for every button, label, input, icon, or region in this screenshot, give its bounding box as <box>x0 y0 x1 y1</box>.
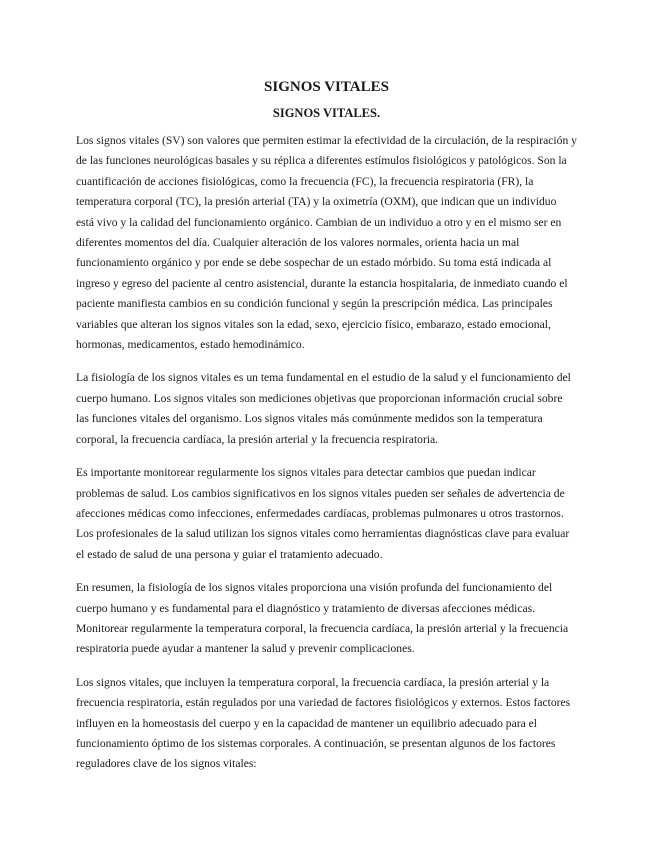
paragraph-summary: En resumen, la fisiología de los signos vitales proporciona una visión profunda del funcionamiento del cuerpo humano y es fundamental para el diagnóstico y tratamiento de diversas afecciones médicas. Monitorear regularmente la temperatura corporal, la frecuencia cardíaca, la presión arterial y la frecuencia respiratoria puede ayudar a mantener la salud y prevenir complicaciones. <box>76 581 569 656</box>
paragraph-physiology: La fisiología de los signos vitales es un tema fundamental en el estudio de la salud y el funcionamiento del cuerpo humano. Los signos vitales son mediciones objetivas que proporcionan información crucial sobre las funciones vitales del organismo. Los signos vitales más comúnmente medidos son la temperatura corporal, la frecuencia cardíaca, la presión arterial y la frecuencia respiratoria. <box>76 371 571 446</box>
paragraph-intro: Los signos vitales (SV) son valores que permiten estimar la efectividad de la circulación, de la respiración y de las funciones neurológicas basales y su réplica a diferentes estímulos fisiológicos y patológicos. Son la cuantificación de acciones fisiológicas, como la frecuencia (FC), la frecuencia respiratoria (FR), la temperatura corporal (TC), la presión arterial (TA) y la oximetría (OXM), que indican que un individuo está vivo y la calidad del funcionamiento orgánico. Cambian de un individuo a otro y en el mismo ser en diferentes momentos del día. Cualquier alteración de los valores normales, orienta hacia un mal funcionamiento orgánico y por ende se debe sospechar de un estado mórbido. Su toma está indicada al ingreso y egreso del paciente al centro asistencial, durante la estancia hospitalaria, de inmediato cuando el paciente manifiesta cambios en su condición funcional y según la prescripción médica. Las principales variables que alteran los signos vitales son la edad, sexo, ejercicio físico, embarazo, estado emocional, hormonas, medicamentos, estado hemodinámico. <box>76 134 577 352</box>
document-subtitle: SIGNOS VITALES. <box>272 106 381 120</box>
paragraph-monitoring: Es importante monitorear regularmente los signos vitales para detectar cambios que puedan indicar problemas de salud. Los cambios significativos en los signos vitales pueden ser señales de advertencia de afecciones médicas como infecciones, enfermedades cardíacas, problemas pulmonares u otros trastornos. Los profesionales de la salud utilizan los signos vitales como herramientas diagnósticas clave para evaluar el estado de salud de una persona y guiar el tratamiento adecuado. <box>76 466 570 561</box>
paragraph-regulators: Los signos vitales, que incluyen la temperatura corporal, la frecuencia cardíaca, la presión arterial y la frecuencia respiratoria, están regulados por una variedad de factores fisiológicos y externos. Estos factores influyen en la homeostasis del cuerpo y en la capacidad de mantener un equilibrio adecuado para el funcionamiento óptimo de los sistemas corporales. A continuación, se presentan algunos de los factores reguladores clave de los signos vitales: <box>76 675 571 771</box>
document-title: SIGNOS VITALES <box>264 79 389 95</box>
